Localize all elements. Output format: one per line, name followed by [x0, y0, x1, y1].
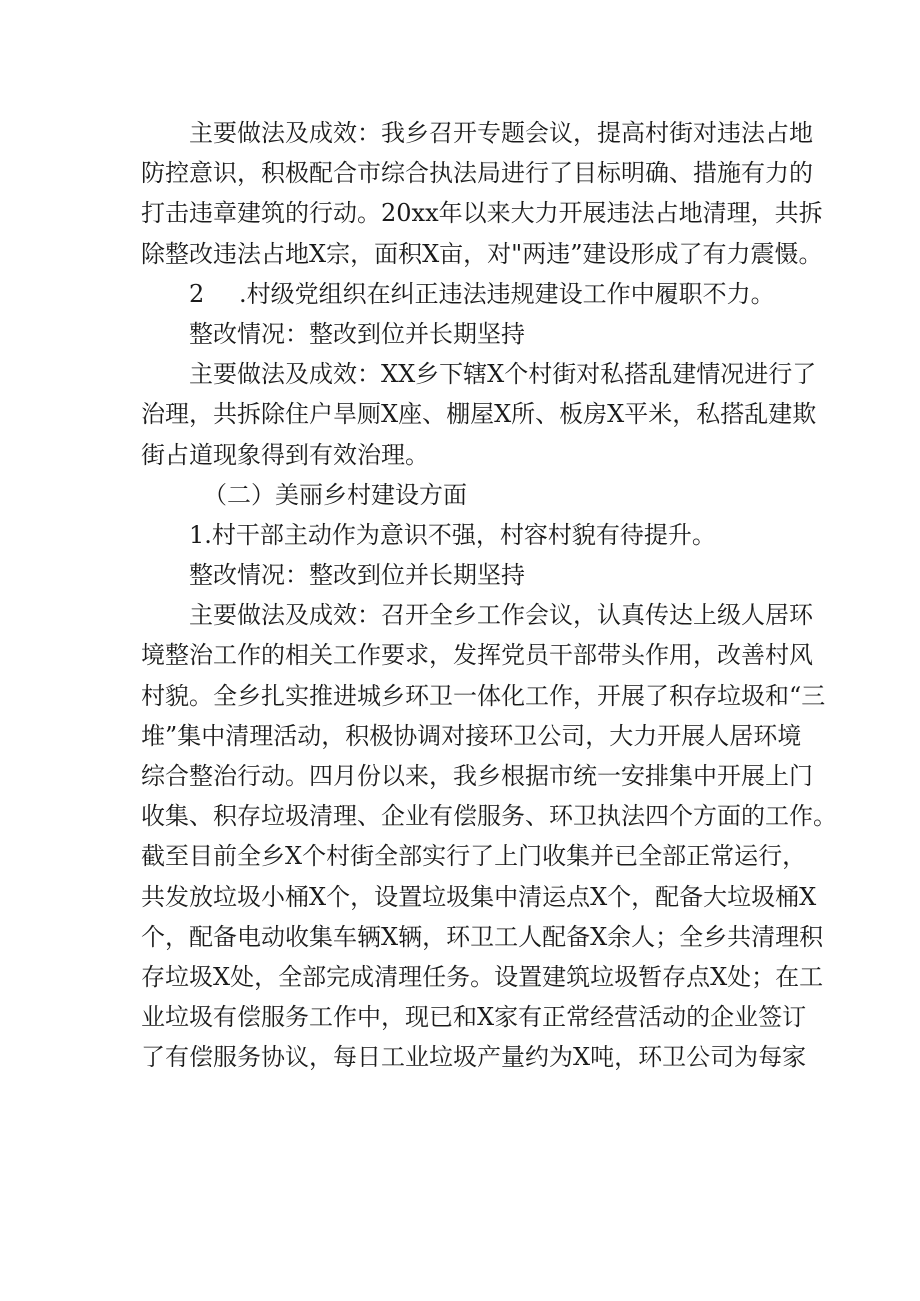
paragraph-line: 主要做法及成效：召开全乡工作会议，认真传达上级人居环 — [189, 601, 813, 630]
paragraph-line: 打击违章建筑的行动。20xx年以来大力开展违法占地清理，共拆 — [141, 199, 823, 228]
paragraph-line: 村貌。全乡扎实推进城乡环卫一体化工作，开展了积存垃圾和“三 — [141, 681, 826, 710]
rectification-status: 整改情况：整改到位并长期坚持 — [189, 319, 525, 348]
list-item-text: .村级党组织在纠正违法违规建设工作中履职不力。 — [239, 279, 775, 308]
paragraph-line: 主要做法及成效：我乡召开专题会议，提高村街对违法占地 — [189, 119, 813, 147]
rectification-status: 整改情况：整改到位并长期坚持 — [189, 561, 525, 590]
paragraph-line: 共发放垃圾小桶X个，设置垃圾集中清运点X个，配备大垃圾桶X — [141, 882, 817, 911]
paragraph-line: 治理，共拆除住户旱厕X座、棚屋X所、板房X平米，私搭乱建欺 — [141, 400, 817, 429]
paragraph-line: 堆”集中清理活动，积极协调对接环卫公司，大力开展人居环境 — [141, 721, 802, 750]
paragraph-line: 业垃圾有偿服务工作中，现已和X家有正常经营活动的企业签订 — [141, 1003, 807, 1032]
list-item-number: 2 — [189, 279, 205, 308]
paragraph-line: 街占道现象得到有效治理。 — [141, 440, 429, 469]
section-heading: （二）美丽乡村建设方面 — [203, 480, 467, 509]
paragraph-line: 综合整治行动。四月份以来，我乡根据市统一安排集中开展上门 — [141, 762, 813, 790]
paragraph-line: 存垃圾X处，全部完成清理任务。设置建筑垃圾暂存点X处；在工 — [141, 962, 824, 991]
list-item-1: 1.村干部主动作为意识不强，村容村貌有待提升。 — [189, 520, 716, 549]
paragraph-line: 防控意识，积极配合市综合执法局进行了目标明确、措施有力的 — [141, 159, 813, 188]
paragraph-line: 截至目前全乡X个村街全部实行了上门收集并已全部正常运行， — [141, 842, 807, 871]
paragraph-line: 个，配备电动收集车辆X辆，环卫工人配备X余人；全乡共清理积 — [141, 922, 824, 951]
paragraph-line: 收集、积存垃圾清理、企业有偿服务、环卫执法四个方面的工作。 — [141, 802, 837, 831]
paragraph-line: 境整治工作的相关工作要求，发挥党员干部带头作用，改善村风 — [141, 641, 813, 670]
paragraph-line: 主要做法及成效：XX乡下辖X个村街对私搭乱建情况进行了 — [189, 360, 817, 389]
paragraph-line: 除整改违法占地X宗，面积X亩，对"两违”建设形成了有力震慑。 — [141, 239, 823, 268]
document-body — [141, 113, 837, 1078]
list-item-2 — [141, 274, 801, 314]
paragraph-line: 了有偿服务协议，每日工业垃圾产量约为X吨，环卫公司为每家 — [141, 1043, 807, 1072]
